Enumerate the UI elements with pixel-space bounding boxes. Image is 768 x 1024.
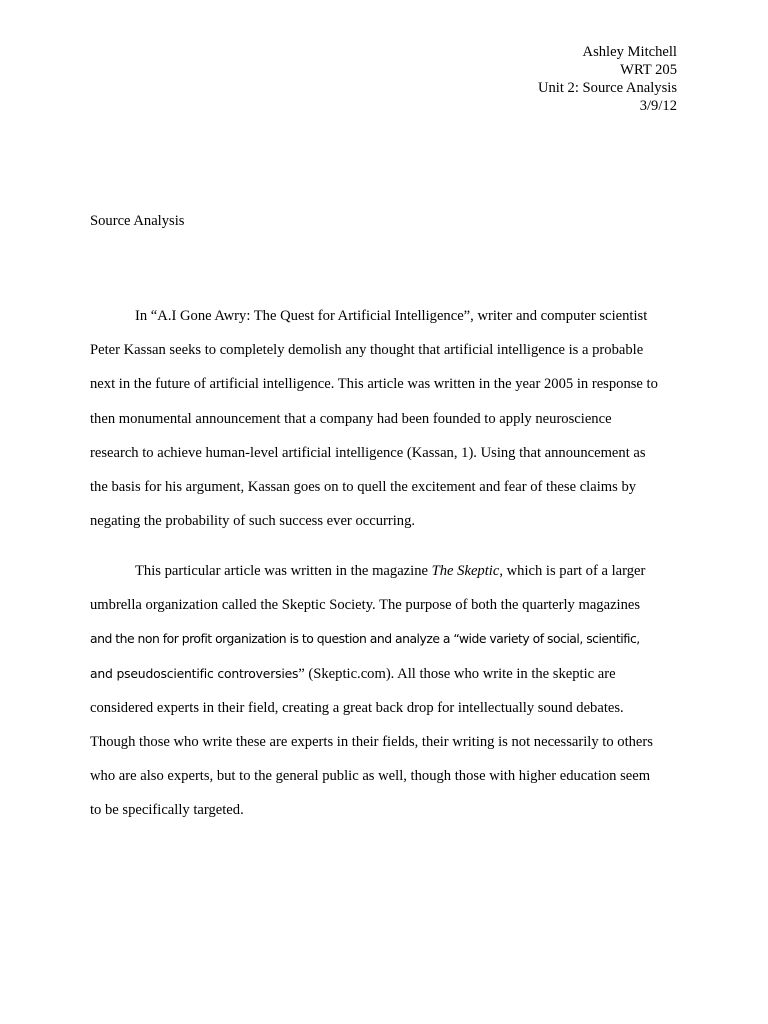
paragraph-line: considered experts in their field, creating a great back drop for intellectually sound debates. <box>90 699 624 716</box>
author-name: Ashley Mitchell <box>582 44 677 60</box>
paragraph-line: then monumental announcement that a company had been founded to apply neuroscience <box>90 410 612 427</box>
assignment-name: Unit 2: Source Analysis <box>537 80 677 96</box>
paragraph-line: next in the future of artificial intelligence. This article was written in the year 2005 in response to <box>90 376 658 393</box>
magazine-title: The Skeptic <box>431 563 500 579</box>
paragraph-line <box>90 622 680 656</box>
quoted-text: and pseudoscientific controversies <box>90 665 299 681</box>
paragraph-line <box>90 554 680 588</box>
paragraph-2 <box>90 554 680 828</box>
text-run: and the non for profit organization is to question and analyze a <box>90 631 450 647</box>
paragraph-1 <box>90 299 680 538</box>
paragraph-line: negating the probability of such success ever occurring. <box>90 513 416 530</box>
paragraph-line: Though those who write these are experts in their fields, their writing is not necessarily to others <box>90 733 653 750</box>
document-header <box>538 43 677 115</box>
paragraph-line: research to achieve human-level artificial intelligence (Kassan, 1). Using that announcement as <box>90 444 646 461</box>
document-title: Source Analysis <box>90 213 185 229</box>
paragraph-line: who are also experts, but to the general public as well, though those with higher education seem <box>90 768 651 785</box>
text-run: ” (Skeptic.com). All those who write in the skeptic are <box>298 665 616 682</box>
quoted-text: “wide variety of social, scientific, <box>449 631 640 647</box>
paragraph-line: the basis for his argument, Kassan goes on to quell the excitement and fear of these claims by <box>90 478 637 495</box>
paragraph-line: In “A.I Gone Awry: The Quest for Artificial Intelligence”, writer and computer scientist <box>135 308 648 324</box>
paragraph-line: umbrella organization called the Skeptic Society. The purpose of both the quarterly magazines <box>90 597 641 614</box>
text-run: This particular article was written in the magazine <box>135 563 432 579</box>
paragraph-line: Peter Kassan seeks to completely demolish any thought that artificial intelligence is a probable <box>90 342 644 359</box>
text-run: , which is part of a larger <box>499 563 646 579</box>
course-code: WRT 205 <box>620 62 677 78</box>
paragraph-line <box>90 657 680 691</box>
document-date: 3/9/12 <box>639 98 677 114</box>
paragraph-line: to be specifically targeted. <box>90 802 244 819</box>
